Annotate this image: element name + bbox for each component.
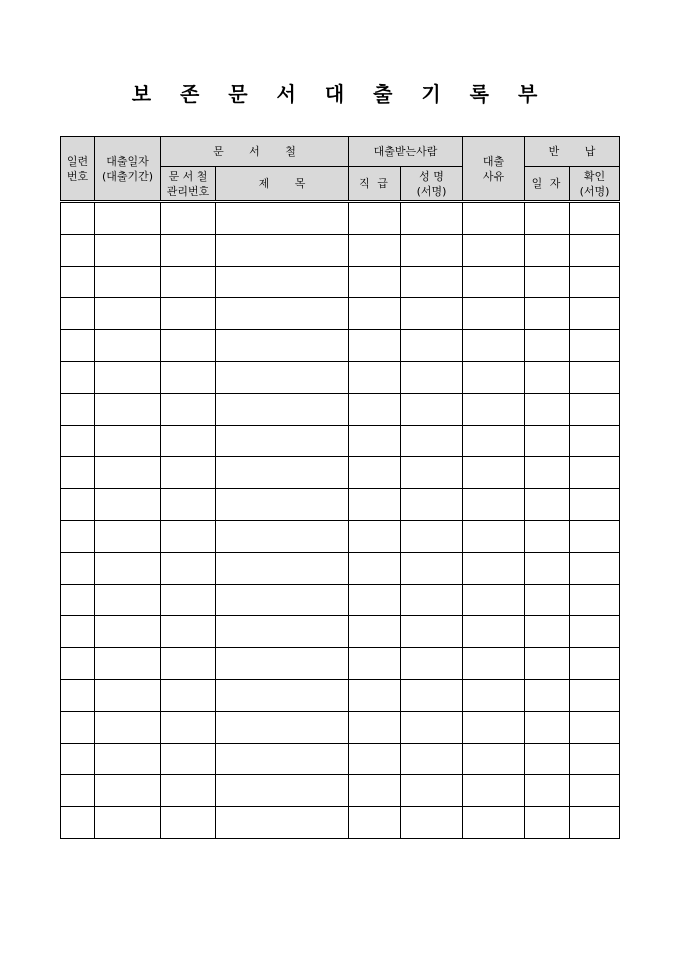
rank-cell	[349, 584, 401, 616]
rank-cell	[349, 425, 401, 457]
return-date-cell	[525, 393, 570, 425]
table-row	[61, 489, 620, 521]
serial-cell	[61, 234, 95, 266]
return-date-cell	[525, 266, 570, 298]
title-cell	[216, 552, 349, 584]
file-number-cell	[161, 361, 216, 393]
name-cell	[401, 520, 463, 552]
name-cell	[401, 648, 463, 680]
confirm-cell	[570, 648, 620, 680]
reason-cell	[463, 489, 525, 521]
return-date-cell	[525, 457, 570, 489]
return-date-cell	[525, 807, 570, 839]
title-cell	[216, 616, 349, 648]
header-confirm-signature: 확인 (서명)	[570, 167, 620, 202]
reason-cell	[463, 361, 525, 393]
confirm-cell	[570, 584, 620, 616]
file-number-cell	[161, 425, 216, 457]
header-file-management-number: 문 서 철 관리번호	[161, 167, 216, 202]
name-cell	[401, 457, 463, 489]
table-row	[61, 616, 620, 648]
return-date-cell	[525, 711, 570, 743]
table-row	[61, 584, 620, 616]
confirm-cell	[570, 393, 620, 425]
reason-cell	[463, 807, 525, 839]
loan-date-cell	[95, 202, 161, 235]
loan-date-cell	[95, 616, 161, 648]
file-number-cell	[161, 679, 216, 711]
register-body	[61, 202, 620, 839]
serial-cell	[61, 807, 95, 839]
serial-cell	[61, 584, 95, 616]
title-cell	[216, 648, 349, 680]
loan-date-cell	[95, 298, 161, 330]
reason-cell	[463, 330, 525, 362]
rank-cell	[349, 298, 401, 330]
table-row	[61, 266, 620, 298]
rank-cell	[349, 393, 401, 425]
file-number-cell	[161, 616, 216, 648]
loan-date-cell	[95, 330, 161, 362]
name-cell	[401, 202, 463, 235]
serial-cell	[61, 520, 95, 552]
serial-cell	[61, 552, 95, 584]
reason-cell	[463, 711, 525, 743]
title-cell	[216, 743, 349, 775]
reason-cell	[463, 743, 525, 775]
header-loan-date: 대출일자 (대출기간)	[95, 137, 161, 202]
rank-cell	[349, 616, 401, 648]
file-number-cell	[161, 266, 216, 298]
table-row	[61, 234, 620, 266]
name-cell	[401, 393, 463, 425]
return-date-cell	[525, 520, 570, 552]
return-date-cell	[525, 743, 570, 775]
return-date-cell	[525, 775, 570, 807]
table-row	[61, 552, 620, 584]
loan-date-cell	[95, 425, 161, 457]
confirm-cell	[570, 457, 620, 489]
header-document-title: 제 목	[216, 167, 349, 202]
table-row	[61, 520, 620, 552]
title-cell	[216, 234, 349, 266]
table-row	[61, 679, 620, 711]
name-cell	[401, 234, 463, 266]
serial-cell	[61, 266, 95, 298]
title-cell	[216, 330, 349, 362]
file-number-cell	[161, 234, 216, 266]
file-number-cell	[161, 807, 216, 839]
return-date-cell	[525, 584, 570, 616]
table-row	[61, 425, 620, 457]
header-serial-number: 일련 번호	[61, 137, 95, 202]
loan-date-cell	[95, 520, 161, 552]
loan-date-cell	[95, 584, 161, 616]
reason-cell	[463, 298, 525, 330]
return-date-cell	[525, 648, 570, 680]
serial-cell	[61, 775, 95, 807]
name-cell	[401, 807, 463, 839]
confirm-cell	[570, 234, 620, 266]
reason-cell	[463, 234, 525, 266]
return-date-cell	[525, 202, 570, 235]
rank-cell	[349, 266, 401, 298]
table-row	[61, 330, 620, 362]
return-date-cell	[525, 361, 570, 393]
return-date-cell	[525, 679, 570, 711]
confirm-cell	[570, 298, 620, 330]
rank-cell	[349, 807, 401, 839]
rank-cell	[349, 361, 401, 393]
file-number-cell	[161, 489, 216, 521]
serial-cell	[61, 393, 95, 425]
confirm-cell	[570, 425, 620, 457]
header-loan-reason: 대출 사유	[463, 137, 525, 202]
file-number-cell	[161, 393, 216, 425]
rank-cell	[349, 202, 401, 235]
loan-date-cell	[95, 648, 161, 680]
serial-cell	[61, 298, 95, 330]
title-cell	[216, 202, 349, 235]
reason-cell	[463, 202, 525, 235]
file-number-cell	[161, 584, 216, 616]
table-row	[61, 457, 620, 489]
name-cell	[401, 489, 463, 521]
file-number-cell	[161, 457, 216, 489]
rank-cell	[349, 743, 401, 775]
rank-cell	[349, 489, 401, 521]
table-row	[61, 361, 620, 393]
title-cell	[216, 489, 349, 521]
rank-cell	[349, 648, 401, 680]
confirm-cell	[570, 266, 620, 298]
confirm-cell	[570, 775, 620, 807]
serial-cell	[61, 743, 95, 775]
loan-date-cell	[95, 679, 161, 711]
loan-date-cell	[95, 552, 161, 584]
rank-cell	[349, 234, 401, 266]
rank-cell	[349, 775, 401, 807]
confirm-cell	[570, 361, 620, 393]
file-number-cell	[161, 775, 216, 807]
title-cell	[216, 520, 349, 552]
confirm-cell	[570, 711, 620, 743]
rank-cell	[349, 552, 401, 584]
confirm-cell	[570, 202, 620, 235]
table-row	[61, 807, 620, 839]
serial-cell	[61, 457, 95, 489]
table-row	[61, 298, 620, 330]
reason-cell	[463, 648, 525, 680]
name-cell	[401, 711, 463, 743]
serial-cell	[61, 489, 95, 521]
loan-date-cell	[95, 361, 161, 393]
table-row	[61, 202, 620, 235]
title-cell	[216, 425, 349, 457]
title-cell	[216, 457, 349, 489]
name-cell	[401, 616, 463, 648]
name-cell	[401, 425, 463, 457]
confirm-cell	[570, 520, 620, 552]
serial-cell	[61, 425, 95, 457]
file-number-cell	[161, 743, 216, 775]
reason-cell	[463, 775, 525, 807]
file-number-cell	[161, 520, 216, 552]
header-document-file: 문 서 철	[161, 137, 349, 167]
file-number-cell	[161, 330, 216, 362]
reason-cell	[463, 425, 525, 457]
name-cell	[401, 679, 463, 711]
serial-cell	[61, 711, 95, 743]
name-cell	[401, 552, 463, 584]
title-cell	[216, 393, 349, 425]
table-row	[61, 393, 620, 425]
return-date-cell	[525, 616, 570, 648]
return-date-cell	[525, 298, 570, 330]
file-number-cell	[161, 648, 216, 680]
confirm-cell	[570, 552, 620, 584]
file-number-cell	[161, 552, 216, 584]
confirm-cell	[570, 616, 620, 648]
file-number-cell	[161, 298, 216, 330]
loan-date-cell	[95, 489, 161, 521]
rank-cell	[349, 520, 401, 552]
header-return-date: 일 자	[525, 167, 570, 202]
loan-date-cell	[95, 457, 161, 489]
confirm-cell	[570, 679, 620, 711]
name-cell	[401, 330, 463, 362]
loan-date-cell	[95, 775, 161, 807]
confirm-cell	[570, 489, 620, 521]
name-cell	[401, 361, 463, 393]
serial-cell	[61, 330, 95, 362]
loan-date-cell	[95, 393, 161, 425]
return-date-cell	[525, 425, 570, 457]
return-date-cell	[525, 330, 570, 362]
return-date-cell	[525, 489, 570, 521]
title-cell	[216, 679, 349, 711]
file-number-cell	[161, 202, 216, 235]
loan-date-cell	[95, 711, 161, 743]
reason-cell	[463, 520, 525, 552]
reason-cell	[463, 457, 525, 489]
title-cell	[216, 266, 349, 298]
title-cell	[216, 298, 349, 330]
rank-cell	[349, 330, 401, 362]
loan-date-cell	[95, 234, 161, 266]
rank-cell	[349, 711, 401, 743]
name-cell	[401, 775, 463, 807]
rank-cell	[349, 679, 401, 711]
reason-cell	[463, 552, 525, 584]
confirm-cell	[570, 330, 620, 362]
confirm-cell	[570, 807, 620, 839]
confirm-cell	[570, 743, 620, 775]
loan-register-table	[60, 136, 620, 839]
name-cell	[401, 584, 463, 616]
return-date-cell	[525, 234, 570, 266]
header-borrower: 대출받는사람	[349, 137, 463, 167]
serial-cell	[61, 361, 95, 393]
title-cell	[216, 775, 349, 807]
name-cell	[401, 298, 463, 330]
reason-cell	[463, 266, 525, 298]
header-return: 반 납	[525, 137, 620, 167]
title-cell	[216, 711, 349, 743]
reason-cell	[463, 584, 525, 616]
serial-cell	[61, 679, 95, 711]
reason-cell	[463, 393, 525, 425]
page-title: 보 존 문 서 대 출 기 록 부	[131, 82, 549, 106]
name-cell	[401, 266, 463, 298]
title-cell	[216, 361, 349, 393]
table-row	[61, 743, 620, 775]
name-cell	[401, 743, 463, 775]
title-cell	[216, 584, 349, 616]
header-rank: 직 급	[349, 167, 401, 202]
loan-date-cell	[95, 807, 161, 839]
file-number-cell	[161, 711, 216, 743]
serial-cell	[61, 202, 95, 235]
table-row	[61, 648, 620, 680]
header-name-signature: 성 명 (서명)	[401, 167, 463, 202]
table-row	[61, 711, 620, 743]
reason-cell	[463, 679, 525, 711]
serial-cell	[61, 648, 95, 680]
loan-date-cell	[95, 743, 161, 775]
title-cell	[216, 807, 349, 839]
serial-cell	[61, 616, 95, 648]
rank-cell	[349, 457, 401, 489]
table-row	[61, 775, 620, 807]
return-date-cell	[525, 552, 570, 584]
loan-date-cell	[95, 266, 161, 298]
reason-cell	[463, 616, 525, 648]
